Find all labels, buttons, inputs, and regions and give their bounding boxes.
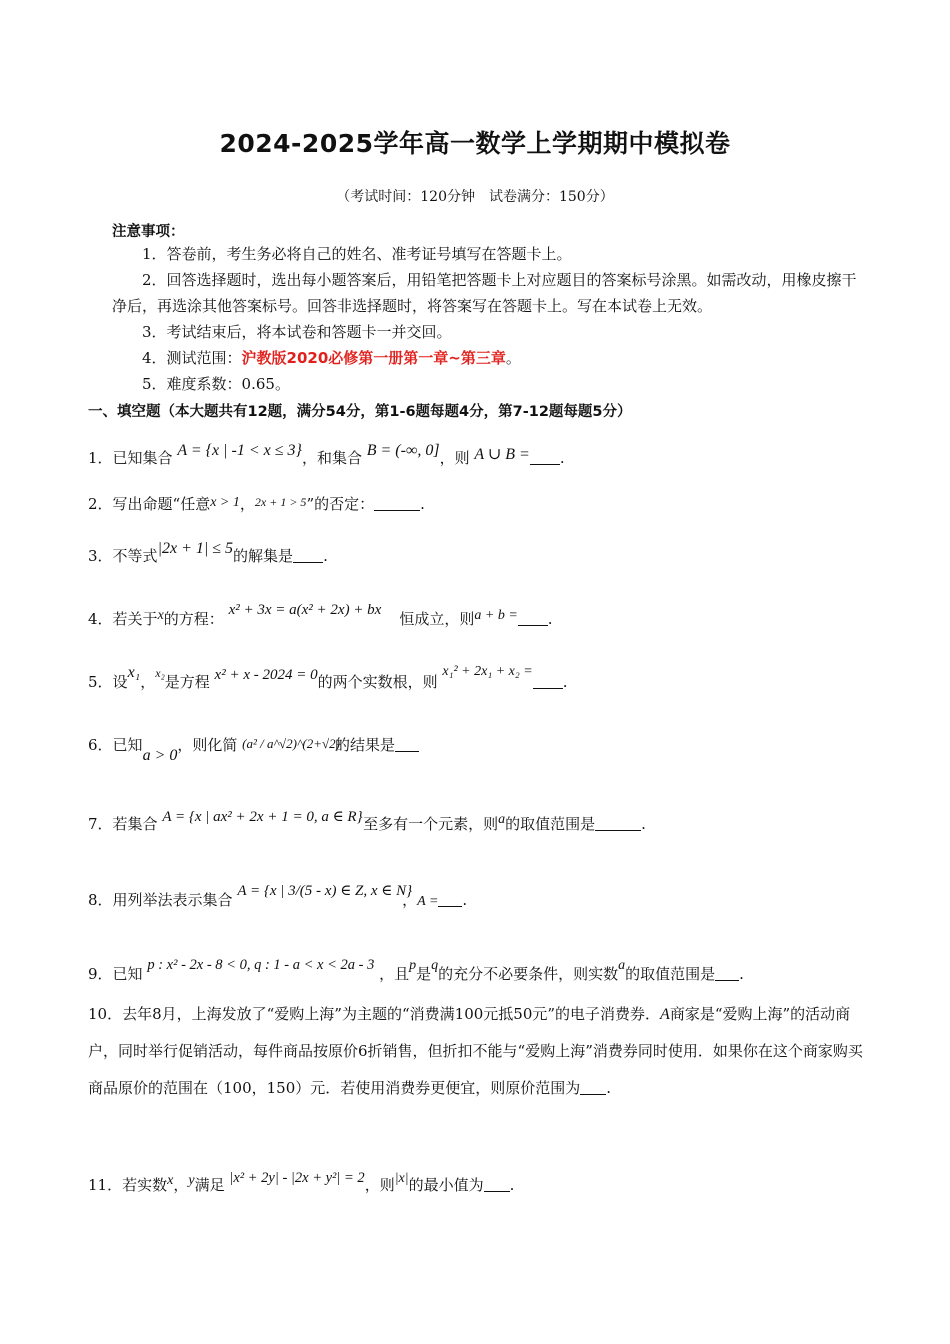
note-4: 4．测试范围：沪教版2020必修第一册第一章~第三章。 xyxy=(142,349,521,367)
formula: x₁² + 2x₁ + x₂ = xyxy=(442,664,533,679)
formula: A = {x | -1 < x ≤ 3} xyxy=(177,442,302,459)
formula: x² + 3x = a(x² + 2x) + bx xyxy=(228,602,382,618)
formula: B = (-∞, 0] xyxy=(366,442,440,459)
answer-blank xyxy=(484,1175,510,1192)
formula: a > 0 xyxy=(142,747,178,764)
answer-blank xyxy=(395,735,419,752)
formula: A = {x | 3/(5 - x) ∈ Z, x ∈ N} xyxy=(237,883,413,899)
formula: y xyxy=(188,1173,195,1188)
formula: A ∪ B = xyxy=(474,446,530,463)
formula: A = xyxy=(417,894,439,909)
question-4: 4．若关于x的方程： x² + 3x = a(x² + 2x) + bx 恒成立，则a + b = . xyxy=(88,593,863,636)
question-10: 10．去年8月，上海发放了“爱购上海”为主题的“消费满100元抵50元”的电子消费券．A商家是“爱购上海”的活动商户，同时举行促销活动，每件商品按原价6折销售，但折扣不能与“爱购上海”消费券同时使用．如果你在这个商家购买商品原价的范围在（100，150）元．若使用消费券更便宜，则原价范围为 . xyxy=(88,1005,863,1097)
formula: x₂ xyxy=(155,666,165,680)
notes-heading: 注意事项： xyxy=(112,224,185,240)
question-8: 8．用列举法表示集合 A = {x | 3/(5 - x) ∈ Z, x ∈ N} ，A = . xyxy=(88,874,863,919)
question-9: 9．已知 p : x² - 2x - 8 < 0, q : 1 - a < x < 2a - 3 ，且p是q的充分不必要条件，则实数a的取值范围是 . xyxy=(88,957,744,983)
formula: A xyxy=(660,1006,670,1023)
answer-blank xyxy=(518,609,548,626)
answer-blank xyxy=(533,672,563,689)
formula: x xyxy=(157,608,164,623)
formula: a xyxy=(618,958,626,973)
formula: p : x² - 2x - 8 < 0, q : 1 - a < x < 2a - 3 xyxy=(147,957,375,973)
question-2: 2．写出命题“任意x > 1，$^{2x + 1 > 5}$”的否定： . xyxy=(88,495,425,513)
question-5: 5．设x₁，$^{x_2}$是方程 x² + x - 2024 = 0的两个实数根，则 x₁² + 2x₁ + x₂ =. xyxy=(88,664,568,691)
answer-blank xyxy=(530,448,560,465)
note-3: 3．考试结束后，将本试卷和答题卡一并交回。 xyxy=(142,323,452,341)
question-11: 11．若实数x，y满足 |x² + 2y| - |2x + y²| = 2，则|x|的最小值为 . xyxy=(88,1170,515,1194)
formula: q xyxy=(431,958,439,973)
formula: p xyxy=(409,958,417,973)
question-1: 1．已知集合 A = {x | -1 < x ≤ 3}，和集合 B = (-∞, 0]，则 A ∪ B = . xyxy=(88,442,565,467)
formula: 2x + 1 > 5 xyxy=(254,495,307,509)
question-7: 7．若集合 A = {x | ax² + 2x + 1 = 0, a ∈ R} 至多有一个元素，则a的取值范围是 . xyxy=(88,800,863,841)
answer-blank xyxy=(374,494,420,511)
formula: (a² / a^√2)^(2+√2) xyxy=(242,736,340,751)
formula: a + b = xyxy=(474,608,518,623)
note-2: 2．回答选择题时，选出每小题答案后，用铅笔把答题卡上对应题目的答案标号涂黑。如需改动，用橡皮擦干净后，再选涂其他答案标号。回答非选择题时，将答案写在答题卡上。写在本试卷上无效。 xyxy=(112,271,857,315)
formula: x > 1 xyxy=(210,495,240,510)
formula: x² + x - 2024 = 0 xyxy=(214,667,318,683)
answer-blank xyxy=(438,890,462,907)
note-5: 5．难度系数：0.65。 xyxy=(142,375,290,393)
formula: A = {x | ax² + 2x + 1 = 0, a ∈ R} xyxy=(162,809,363,825)
answer-blank xyxy=(580,1078,606,1095)
formula: a xyxy=(498,812,506,827)
note-1: 1．答卷前，考生务必将自己的姓名、准考证号填写在答题卡上。 xyxy=(142,245,572,263)
formula: x xyxy=(167,1173,174,1188)
formula: |x² + 2y| - |2x + y²| = 2 xyxy=(229,1170,365,1186)
formula: |2x + 1| ≤ 5 xyxy=(157,540,234,557)
formula: |x| xyxy=(394,1171,409,1186)
exam-info: （考试时间：120分钟 试卷满分：150分） xyxy=(336,189,614,205)
test-range: 沪教版2020必修第一册第一章~第三章 xyxy=(241,349,506,367)
answer-blank xyxy=(715,964,739,981)
question-6: 6．已知a > 0，则化简 (a² / a^√2)^(2+√2) 的结果是 xyxy=(88,727,863,773)
formula: x₁ xyxy=(127,664,141,681)
section-heading: 一、填空题（本大题共有12题，满分54分，第1-6题每题4分，第7-12题每题5分） xyxy=(88,404,632,420)
question-3: 3．不等式|2x + 1| ≤ 5的解集是 . xyxy=(88,540,328,565)
answer-blank xyxy=(595,814,641,831)
answer-blank xyxy=(293,546,323,563)
page-title: 2024-2025学年高一数学上学期期中模拟卷 xyxy=(219,129,731,158)
